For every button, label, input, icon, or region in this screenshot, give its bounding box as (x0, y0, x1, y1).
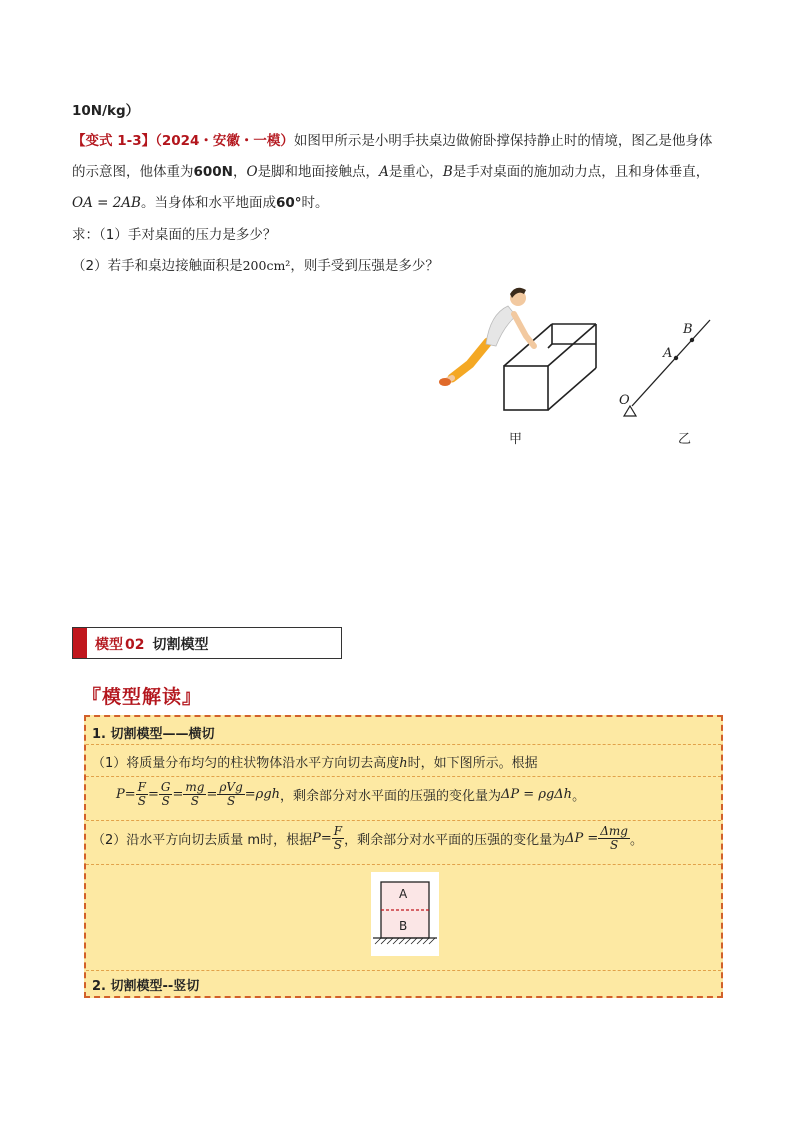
row-block-figure (86, 864, 721, 971)
f-eq3: = (172, 787, 184, 802)
f-tail: ，剩余部分对水平面的压强的变化量为 (280, 789, 502, 804)
p2-frac-dmg-s (598, 825, 630, 852)
f-end: 。 (572, 789, 586, 804)
item1-p2-text-b: ，剩余部分对水平面的压强的变化量为 (344, 833, 566, 848)
p2-p: P (312, 831, 321, 846)
point-o-text: O (246, 164, 258, 180)
p2-frac-f: F (333, 824, 343, 838)
relation-formula: OA = 2AB (72, 195, 141, 211)
question-1 (72, 225, 276, 245)
row-item1-p1 (86, 744, 721, 777)
pressure-formula (116, 781, 585, 808)
f-rhogh: ρgh (255, 787, 281, 802)
body-line (632, 320, 710, 406)
block-diagram (371, 872, 439, 956)
model-header (72, 627, 342, 659)
question-1-text: 求：（1）手对桌面的压力是多少？ (72, 227, 277, 243)
model-number: 02 (125, 637, 145, 653)
frac-g-s (159, 781, 173, 808)
frac-g: G (160, 780, 171, 794)
problem-text-3b: 时。 (301, 195, 329, 211)
frac-rhovg-s (217, 781, 244, 808)
label-o: O (619, 393, 630, 408)
item1-p2-end: 。 (629, 833, 643, 848)
area-value: 200cm² (242, 258, 291, 273)
problem-text-2b: ， (232, 164, 247, 180)
item1-p1 (92, 752, 538, 771)
frac-mg: mg (185, 780, 205, 794)
frac-rhovg: ρVg (219, 780, 243, 794)
problem-source: （2024・安徽・一模） (155, 133, 294, 149)
interpretation-heading: 『模型解读』 (82, 686, 203, 708)
label-yi: 乙 (678, 432, 692, 447)
model-title (95, 634, 208, 654)
problem-tag: 【变式 1-3】 (72, 133, 156, 149)
question-2 (72, 256, 439, 276)
problem-line-3 (72, 193, 329, 213)
question-2-text-a: （2）若手和桌边接触面积是 (72, 258, 243, 274)
item1-title: 1. 切割模型——横切 (92, 727, 215, 742)
prev-line (72, 101, 139, 121)
frac-f-s (136, 781, 148, 808)
problem-text-2c: 是脚和地面接触点， (257, 164, 380, 180)
label-a: A (663, 346, 673, 361)
row-item1-p2 (86, 820, 721, 865)
p2-delta-p: ΔP = (565, 831, 599, 846)
f-eq4: = (206, 787, 218, 802)
frac-s2: S (161, 794, 170, 808)
model-prefix: 模型 (95, 637, 123, 653)
row-formula (86, 776, 721, 821)
f-p: P (116, 787, 125, 802)
problem-line-1 (72, 131, 712, 151)
frac-mg-s (183, 781, 206, 808)
p2-frac-f-s (332, 825, 344, 852)
figure-jia (430, 280, 610, 420)
p2-frac-dmg: Δmg (600, 824, 628, 838)
frac-f: F (137, 780, 146, 794)
item1-h: h (399, 756, 408, 771)
problem-line-2 (72, 162, 709, 182)
problem-text-1: 如图甲所示是小明手扶桌边做俯卧撑保持静止时的情境，图乙是他身体 (293, 133, 713, 149)
f-eq1: = (124, 787, 136, 802)
model-explanation-box (84, 715, 723, 998)
frac-s3: S (190, 794, 200, 808)
item1-p2-text-a: （2）沿水平方向切去质量 m时，根据 (92, 833, 313, 848)
f-eq5: = (244, 787, 256, 802)
block-b-label: B (399, 919, 408, 933)
problem-text-2d: 是重心， (388, 164, 443, 180)
model-name: 切割模型 (152, 637, 209, 653)
unit-text: 10N/kg） (72, 103, 140, 119)
item1-p1b-text: 时，如下图所示。根据 (407, 756, 538, 771)
p2-eq: = (320, 831, 332, 846)
point-b-text: B (442, 164, 453, 180)
frac-s1: S (137, 794, 146, 808)
weight-value: 600N (193, 164, 233, 180)
block-a-label: A (399, 887, 408, 901)
problem-text-2e: 是手对桌面的施加动力点，且和身体垂直， (452, 164, 710, 180)
f-eq2: = (147, 787, 159, 802)
item1-p1-text: （1）将质量分布均匀的柱状物体沿水平方向切去高度 (92, 756, 400, 771)
item2-title: 2. 切割模型--竖切 (92, 979, 200, 994)
frac-s4: S (226, 794, 236, 808)
model-accent-bar (73, 628, 87, 658)
f-delta: ΔP = ρgΔh (501, 787, 573, 802)
label-b: B (683, 322, 693, 337)
point-b-dot (690, 338, 694, 342)
point-a-dot (674, 356, 678, 360)
problem-text-2a: 的示意图，他体重为 (72, 164, 194, 180)
desk-drawing (504, 324, 596, 410)
row-item2-title (86, 970, 721, 996)
question-2-text-b: ，则手受到压强是多少？ (290, 258, 439, 274)
problem-text-3a: 。当身体和水平地面成 (140, 195, 276, 211)
p2-frac-s2: S (610, 838, 619, 852)
row-item1-title (86, 717, 721, 745)
p2-frac-s: S (333, 838, 343, 852)
point-a-text: A (379, 164, 389, 180)
item1-p2 (92, 825, 643, 852)
angle-value: 60° (275, 195, 302, 211)
label-jia: 甲 (509, 432, 523, 447)
